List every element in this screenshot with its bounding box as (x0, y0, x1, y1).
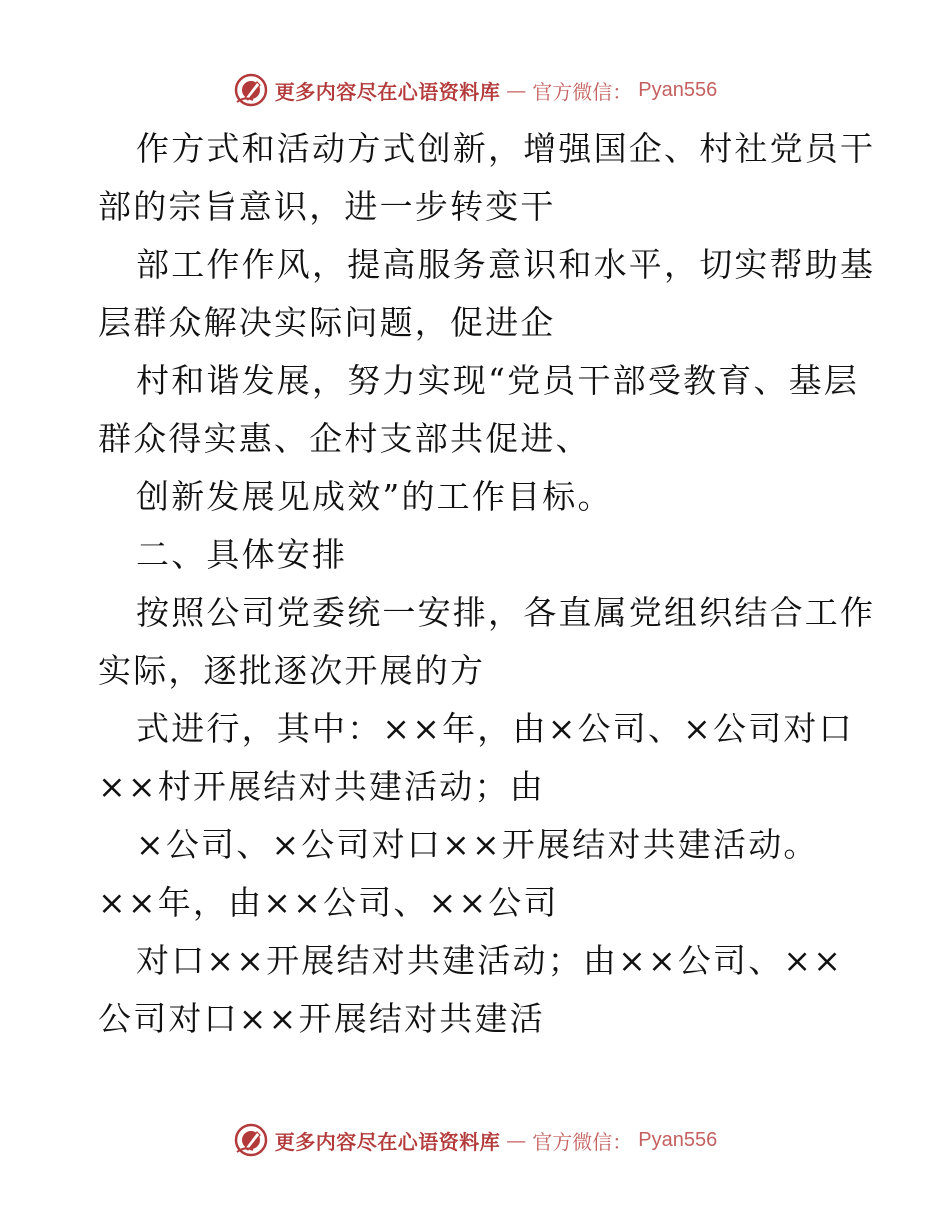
text-line: 作方式和活动方式创新，增强国企、村社党员干 (136, 129, 876, 168)
text-line: 公司对口××开展结对共建活 (98, 999, 545, 1038)
text-line: 村和谐发展，努力实现“党员干部受教育、基层 (136, 361, 860, 400)
text-line: ×公司、×公司对口××开展结对共建活动。 (136, 825, 819, 864)
banner-wechat-id: Pyan556 (638, 1128, 718, 1151)
text-line: ××年，由××公司、××公司 (98, 883, 559, 922)
banner-wechat-id: Pyan556 (638, 78, 718, 101)
text-line: 按照公司党委统一安排，各直属党组织结合工作 (136, 593, 876, 632)
text-line: 层群众解决实际问题，促进企 (98, 303, 556, 342)
banner-dash: — (506, 1128, 527, 1152)
text-line: 创新发展见成效”的工作目标。 (136, 477, 613, 516)
banner-wechat-label: 官方微信： (532, 79, 633, 104)
banner-wechat-label: 官方微信： (532, 1129, 633, 1154)
text-line: 实际，逐批逐次开展的方 (98, 651, 486, 690)
text-line: 对口××开展结对共建活动；由××公司、×× (136, 941, 844, 980)
text-line: 群众得实惠、企村支部共促进、 (98, 419, 591, 458)
document-body (98, 120, 876, 1048)
banner-title: 更多内容尽在心语资料库 (274, 1129, 501, 1154)
text-line: 部的宗旨意识，进一步转变干 (98, 187, 556, 226)
banner-dash: — (506, 78, 527, 102)
text-line: 式进行，其中：××年，由×公司、×公司对口 (136, 709, 854, 748)
footer-banner (0, 1120, 950, 1160)
text-line: 部工作作风，提高服务意识和水平，切实帮助基 (136, 245, 876, 284)
pen-nib-logo-icon (233, 72, 269, 108)
section-heading: 二、具体安排 (136, 535, 348, 574)
pen-nib-logo-icon (233, 1122, 269, 1158)
banner-title: 更多内容尽在心语资料库 (274, 79, 501, 104)
text-line: ××村开展结对共建活动；由 (98, 767, 545, 806)
header-banner (0, 70, 950, 110)
